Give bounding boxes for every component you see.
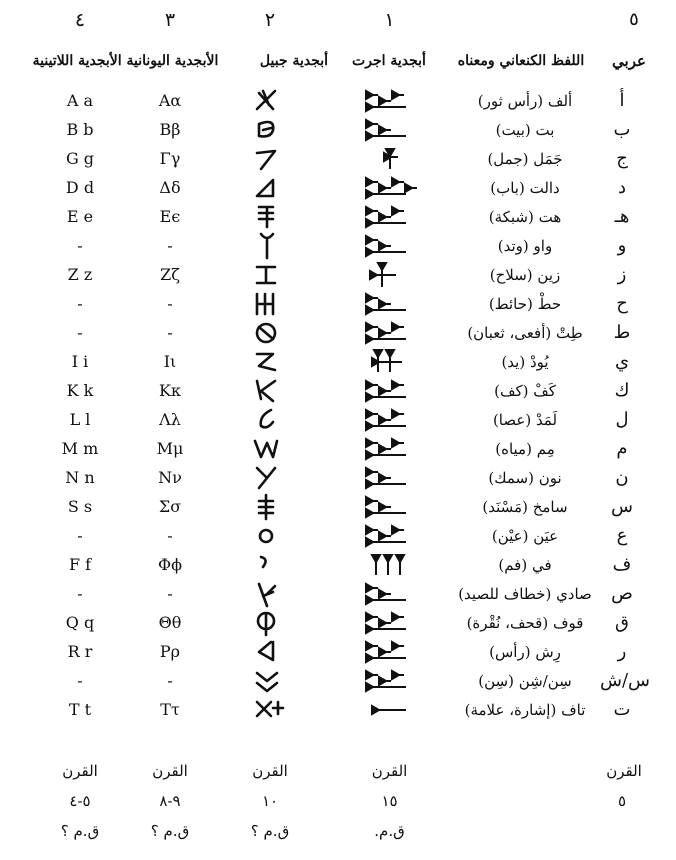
greek-letter: - [167, 526, 173, 545]
phoenician-tet-icon [253, 319, 287, 347]
table-row [0, 376, 676, 406]
latin-letter: B b [66, 120, 94, 139]
byblos-glyph [235, 376, 305, 406]
ugaritic-bet-icon [360, 116, 420, 144]
footer-century-greek: القرن [152, 762, 188, 780]
arabic-letter: ي [614, 351, 630, 372]
footer-value-byblos: ١٠ [261, 792, 279, 810]
footer-era-latin: ق.م ؟ [60, 822, 100, 840]
arabic-letter: ص [611, 583, 633, 604]
ugaritic-samekh-icon [360, 493, 420, 521]
arabic-letter: ف [612, 554, 632, 575]
greek-letter: Ββ [159, 120, 181, 139]
ugaritic-glyph [342, 144, 437, 174]
table-row [0, 550, 676, 580]
greek-letter: - [167, 294, 173, 313]
ugaritic-glyph [342, 463, 437, 493]
latin-letter: F f [68, 555, 92, 574]
byblos-glyph [235, 637, 305, 667]
table-row [0, 173, 676, 203]
phoenician-qof-icon [253, 609, 287, 637]
arabic-letter: ز [617, 264, 627, 285]
arabic-letter: س [611, 496, 633, 517]
byblos-glyph [235, 550, 305, 580]
phoenician-lamed-icon [253, 406, 287, 434]
canaanite-name: رِش (رأس) [489, 643, 561, 661]
ugaritic-dalet-icon [360, 174, 420, 202]
canaanite-name: هت (شبكة) [488, 208, 562, 226]
table-row [0, 318, 676, 348]
greek-letter: Ιι [163, 352, 177, 371]
ugaritic-glyph [342, 434, 437, 464]
ugaritic-glyph [342, 231, 437, 261]
latin-letter: A a [66, 91, 94, 110]
byblos-glyph [235, 173, 305, 203]
footer-value-ugaritic: ١٥ [381, 792, 398, 810]
ugaritic-glyph [342, 86, 437, 116]
byblos-glyph [235, 144, 305, 174]
arabic-letter: ر [617, 641, 627, 662]
ugaritic-gimel-icon [360, 145, 420, 173]
arabic-letter: ن [615, 467, 629, 488]
canaanite-name: ألف (رأس ثور) [477, 92, 573, 110]
phoenician-bet-icon [253, 116, 287, 144]
footer-century-row [0, 756, 676, 786]
canaanite-name: دالت (باب) [490, 179, 560, 197]
arabic-letter: ج [616, 148, 628, 169]
ugaritic-glyph [342, 115, 437, 145]
ugaritic-lamed-icon [360, 406, 420, 434]
table-row [0, 260, 676, 290]
arabic-letter: هـ [614, 206, 630, 227]
footer-value-arabic: ٥ [617, 792, 627, 810]
header-greek-latin: الأبجدية اليونانية الأبجدية اللاتينية [32, 53, 219, 69]
footer-era-row [0, 816, 676, 846]
greek-letter: Μμ [156, 439, 184, 458]
phoenician-alef-icon [253, 87, 287, 115]
phoenician-dalet-icon [253, 174, 287, 202]
latin-letter: D d [65, 178, 95, 197]
table-row [0, 666, 676, 696]
ugaritic-tet-icon [360, 319, 420, 347]
ugaritic-glyph [342, 318, 437, 348]
byblos-glyph [235, 347, 305, 377]
phoenician-shin-icon [253, 667, 287, 695]
footer-century-arabic: القرن [606, 762, 642, 780]
greek-letter: Εϵ [159, 207, 181, 226]
arabic-letter: ت [613, 699, 631, 720]
latin-letter: - [77, 236, 83, 255]
ugaritic-waw-icon [360, 232, 420, 260]
greek-letter: Σσ [158, 497, 182, 516]
canaanite-name: صادي (خطاف للصيد) [458, 585, 592, 603]
canaanite-name: قوف (قحف، نُقْرة) [466, 614, 584, 632]
canaanite-name: زين (سلاح) [489, 266, 561, 284]
latin-letter: N n [65, 468, 95, 487]
phoenician-taw-icon [253, 696, 287, 724]
latin-letter: - [77, 526, 83, 545]
phoenician-nun-icon [253, 464, 287, 492]
ugaritic-tsade-icon [360, 580, 420, 608]
latin-letter: K k [66, 381, 94, 400]
ugaritic-qof-icon [360, 609, 420, 637]
greek-letter: - [167, 584, 173, 603]
latin-letter: R r [67, 642, 93, 661]
canaanite-name: جَمَل (جمل) [487, 150, 563, 168]
header-arabic: عربي [612, 52, 646, 70]
canaanite-name: واو (وتد) [497, 237, 553, 255]
footer-era-byblos: ق.م ؟ [250, 822, 290, 840]
arabic-letter: ط [613, 322, 631, 343]
ugaritic-glyph [342, 695, 437, 725]
footer-era-greek: ق.م ؟ [150, 822, 190, 840]
footer-century-ugaritic: القرن [371, 762, 408, 780]
arabic-letter: ق [615, 612, 629, 633]
ugaritic-glyph [342, 289, 437, 319]
latin-letter: M m [61, 439, 99, 458]
phoenician-waw-icon [253, 232, 287, 260]
ugaritic-het-icon [360, 290, 420, 318]
phoenician-tsade-icon [253, 580, 287, 608]
canaanite-name: في (فم) [498, 556, 552, 574]
greek-letter: - [167, 236, 173, 255]
header-ugaritic: أبجدية اجرت [352, 53, 426, 69]
latin-letter: Z z [67, 265, 93, 284]
footer-era-ugaritic: ق.م. [374, 822, 405, 840]
footer-century-byblos: القرن [252, 762, 288, 780]
canaanite-name: تاف (إشارة، علامة) [464, 701, 586, 719]
greek-letter: Λλ [159, 410, 181, 429]
byblos-glyph [235, 608, 305, 638]
table-row [0, 608, 676, 638]
column-number-ugaritic: ١ [384, 9, 395, 31]
byblos-glyph [235, 492, 305, 522]
ugaritic-glyph [342, 550, 437, 580]
latin-letter: L l [69, 410, 91, 429]
canaanite-name: مِم (مياه) [495, 440, 555, 458]
byblos-glyph [235, 260, 305, 290]
byblos-glyph [235, 521, 305, 551]
greek-letter: Ττ [160, 700, 180, 719]
ugaritic-zayin-icon [360, 261, 420, 289]
ugaritic-nun-icon [360, 464, 420, 492]
latin-letter: - [77, 671, 83, 690]
footer-value-row [0, 786, 676, 816]
canaanite-name: سامخ (مَسْنَد) [482, 498, 568, 516]
table-row [0, 637, 676, 667]
phoenician-yod-icon [253, 348, 287, 376]
table-row [0, 492, 676, 522]
arabic-letter: و [617, 235, 627, 256]
byblos-glyph [235, 289, 305, 319]
header-canaanite-name: اللفظ الكنعاني ومعناه [457, 53, 585, 69]
latin-letter: - [77, 584, 83, 603]
column-number-greek: ٣ [164, 9, 176, 31]
greek-letter: Αα [158, 91, 182, 110]
byblos-glyph [235, 666, 305, 696]
ugaritic-taw-icon [360, 696, 420, 724]
canaanite-name: عيَن (عيْن) [491, 527, 559, 545]
header-byblos: أبجدية جبيل [259, 53, 329, 69]
table-row [0, 202, 676, 232]
latin-letter: E e [66, 207, 94, 226]
column-number-row [0, 6, 676, 34]
byblos-glyph [235, 202, 305, 232]
column-number-arabic: ٥ [629, 9, 639, 30]
greek-letter: Θθ [158, 613, 182, 632]
latin-letter: T t [68, 700, 92, 719]
phoenician-ayin-icon [253, 522, 287, 550]
ugaritic-glyph [342, 347, 437, 377]
ugaritic-glyph [342, 376, 437, 406]
ugaritic-glyph [342, 492, 437, 522]
phoenician-gimel-icon [253, 145, 287, 173]
ugaritic-ayin-icon [360, 522, 420, 550]
byblos-glyph [235, 695, 305, 725]
table-row [0, 463, 676, 493]
ugaritic-yod-icon [360, 348, 420, 376]
canaanite-name: كَفْ (كف) [494, 382, 556, 400]
footer-value-latin: ٥-٤ [69, 792, 91, 810]
greek-letter: Κκ [159, 381, 181, 400]
byblos-glyph [235, 318, 305, 348]
latin-letter: I i [71, 352, 89, 371]
ugaritic-glyph [342, 405, 437, 435]
latin-letter: - [77, 294, 83, 313]
greek-letter: Νν [158, 468, 182, 487]
table-row [0, 521, 676, 551]
latin-letter: G g [65, 149, 95, 168]
ugaritic-glyph [342, 666, 437, 696]
footer-value-greek: ٩-٨ [159, 792, 181, 810]
ugaritic-glyph [342, 173, 437, 203]
table-row [0, 434, 676, 464]
ugaritic-kaf-icon [360, 377, 420, 405]
phoenician-resh-icon [253, 638, 287, 666]
greek-letter: Γγ [159, 149, 181, 168]
ugaritic-mem-icon [360, 435, 420, 463]
greek-letter: Ρρ [159, 642, 181, 661]
table-row [0, 579, 676, 609]
byblos-glyph [235, 463, 305, 493]
ugaritic-glyph [342, 579, 437, 609]
footer-century-latin: القرن [62, 762, 98, 780]
greek-letter: Ζζ [160, 265, 180, 284]
arabic-letter: س/ش [600, 670, 651, 691]
phoenician-mem-icon [253, 435, 287, 463]
table-row [0, 405, 676, 435]
phoenician-het-icon [253, 290, 287, 318]
phoenician-pe-icon [253, 551, 287, 579]
phoenician-samekh-icon [253, 493, 287, 521]
table-row [0, 289, 676, 319]
ugaritic-pe-icon [360, 551, 420, 579]
canaanite-name: حطْ (حائط) [488, 295, 562, 313]
latin-letter: - [77, 323, 83, 342]
column-number-latin: ٤ [74, 9, 86, 31]
ugaritic-glyph [342, 260, 437, 290]
canaanite-name: يُودْ (يد) [501, 353, 549, 371]
ugaritic-resh-icon [360, 638, 420, 666]
ugaritic-shin-icon [360, 667, 420, 695]
byblos-glyph [235, 115, 305, 145]
phoenician-zayin-icon [253, 261, 287, 289]
canaanite-name: بت (بيت) [495, 121, 555, 139]
arabic-letter: د [617, 177, 626, 198]
arabic-letter: ب [613, 119, 631, 140]
phoenician-kaf-icon [253, 377, 287, 405]
canaanite-name: لَمَدْ (عصا) [492, 411, 558, 429]
ugaritic-glyph [342, 521, 437, 551]
latin-letter: Q q [65, 613, 95, 632]
arabic-letter: ك [614, 380, 630, 401]
column-header-row [0, 46, 676, 80]
ugaritic-glyph [342, 202, 437, 232]
arabic-letter: أ [619, 90, 625, 111]
canaanite-name: نون (سمك) [488, 469, 562, 487]
table-row [0, 144, 676, 174]
table-row [0, 86, 676, 116]
table-row [0, 115, 676, 145]
byblos-glyph [235, 405, 305, 435]
table-row [0, 695, 676, 725]
greek-letter: - [167, 671, 173, 690]
table-row [0, 231, 676, 261]
greek-letter: Δδ [159, 178, 181, 197]
ugaritic-glyph [342, 637, 437, 667]
canaanite-name: طِتْ (أفعى، ثعبان) [467, 324, 583, 342]
phoenician-he-icon [253, 203, 287, 231]
table-row [0, 347, 676, 377]
canaanite-name: سِن/شِن (سِن) [478, 672, 572, 690]
byblos-glyph [235, 86, 305, 116]
arabic-letter: ع [616, 525, 628, 546]
greek-letter: Φϕ [157, 555, 183, 574]
arabic-letter: ل [615, 409, 629, 430]
ugaritic-alef-icon [360, 87, 420, 115]
byblos-glyph [235, 434, 305, 464]
arabic-letter: ح [616, 293, 628, 314]
arabic-letter: م [616, 438, 628, 459]
ugaritic-he-icon [360, 203, 420, 231]
ugaritic-glyph [342, 608, 437, 638]
latin-letter: S s [67, 497, 93, 516]
byblos-glyph [235, 579, 305, 609]
column-number-byblos: ٢ [264, 9, 276, 31]
byblos-glyph [235, 231, 305, 261]
greek-letter: - [167, 323, 173, 342]
